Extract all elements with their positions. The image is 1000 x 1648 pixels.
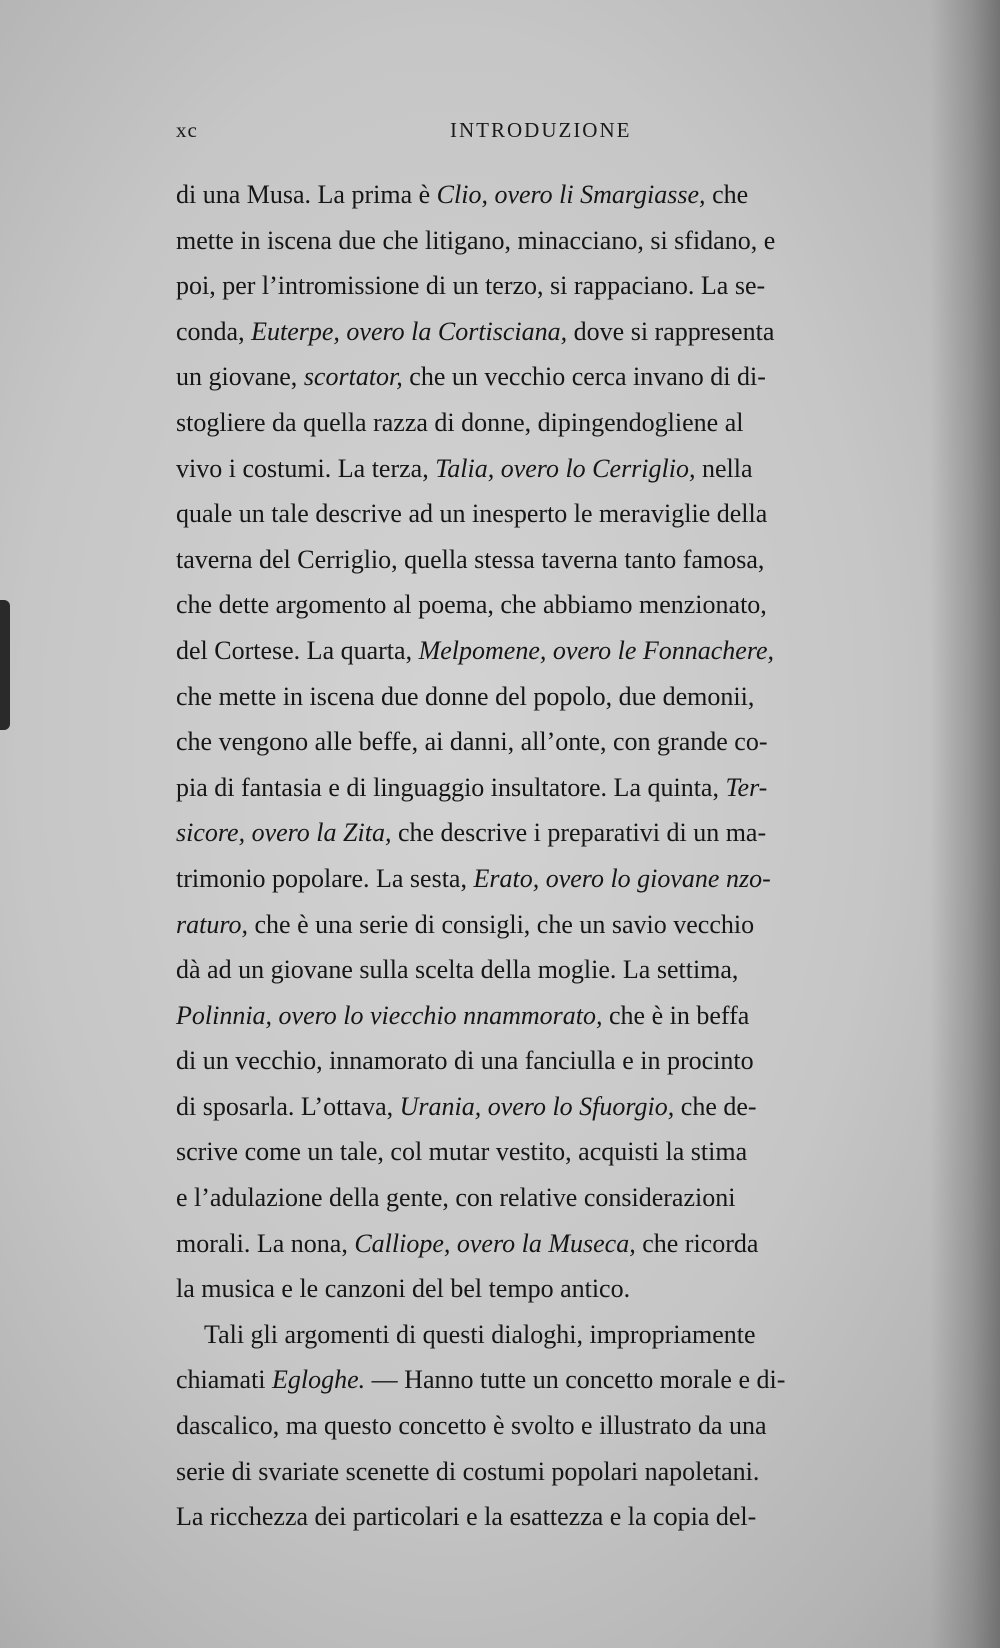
- text-line: [176, 1266, 934, 1312]
- normal-text: che è una serie di consigli, che un savio vecchio: [248, 909, 755, 939]
- italic-text: Calliope, overo la Museca,: [354, 1228, 636, 1258]
- text-line: [176, 674, 934, 720]
- normal-text: che ricorda: [635, 1228, 759, 1258]
- italic-text: Urania, overo lo Sfuorgio,: [399, 1091, 675, 1121]
- normal-text: un giovane,: [176, 362, 304, 392]
- text-line: [176, 810, 934, 856]
- text-line: [176, 902, 934, 948]
- italic-text: Erato, overo lo giovane nzo-: [473, 863, 771, 893]
- normal-text: di sposarla. L’ottava,: [176, 1091, 400, 1121]
- normal-text: poi, per l’intromissione di un terzo, si rappaciano. La se-: [176, 271, 766, 301]
- text-line: [176, 1038, 934, 1084]
- normal-text: la musica e le canzoni del bel tempo antico.: [176, 1274, 631, 1304]
- text-line: [176, 400, 934, 446]
- text-line: [176, 993, 934, 1039]
- normal-text: di un vecchio, innamorato di una fanciulla e in procinto: [176, 1046, 754, 1076]
- normal-text: trimonio popolare. La sesta,: [176, 863, 474, 893]
- italic-text: Ter-: [725, 772, 768, 802]
- text-line: [176, 856, 934, 902]
- normal-text: che è in beffa: [602, 1000, 750, 1030]
- text-line: [176, 1221, 934, 1267]
- text-line: [176, 1084, 934, 1130]
- text-line: [176, 1494, 934, 1540]
- normal-text: — Hanno tutte un concetto morale e di-: [365, 1365, 786, 1395]
- normal-text: conda,: [176, 316, 252, 346]
- normal-text: scrive come un tale, col mutar vestito, acquisti la stima: [176, 1137, 748, 1167]
- normal-text: vivo i costumi. La terza,: [176, 453, 436, 483]
- normal-text: taverna del Cerriglio, quella stessa taverna tanto famosa,: [176, 544, 765, 574]
- text-line: [176, 354, 934, 400]
- text-line: [176, 1403, 934, 1449]
- italic-text: raturo,: [176, 909, 248, 939]
- italic-text: Euterpe, overo la Cortisciana,: [251, 316, 568, 346]
- italic-text: Talia, overo lo Cerriglio,: [435, 453, 696, 483]
- italic-text: Melpomene, overo le Fonnachere,: [418, 635, 775, 665]
- text-line: [176, 628, 934, 674]
- text-line: [176, 1129, 934, 1175]
- italic-text: scortator,: [303, 362, 403, 392]
- italic-text: Egloghe.: [272, 1365, 366, 1395]
- normal-text: dove si rappresenta: [567, 316, 775, 346]
- body-text: [176, 172, 934, 1540]
- normal-text: stogliere da quella razza di donne, dipingendogliene al: [176, 407, 744, 437]
- text-line: [176, 719, 934, 765]
- text-line: [176, 491, 934, 537]
- running-head: INTRODUZIONE: [450, 118, 632, 142]
- normal-text: che un vecchio cerca invano di di-: [402, 362, 766, 392]
- normal-text: dà ad un giovane sulla scelta della moglie. La settima,: [176, 955, 739, 985]
- normal-text: che de-: [674, 1091, 757, 1121]
- italic-text: sicore, overo la Zita,: [176, 818, 392, 848]
- normal-text: quale un tale descrive ad un inesperto le meraviglie della: [176, 499, 768, 529]
- normal-text: che dette argomento al poema, che abbiamo menzionato,: [176, 590, 767, 620]
- normal-text: dascalico, ma questo concetto è svolto e illustrato da una: [176, 1411, 767, 1441]
- normal-text: pia di fantasia e di linguaggio insultatore. La quinta,: [176, 772, 726, 802]
- normal-text: e l’adulazione della gente, con relative considerazioni: [176, 1183, 736, 1213]
- normal-text: che descrive i preparativi di un ma-: [391, 818, 767, 848]
- text-line: [176, 537, 934, 583]
- binding-shadow: [930, 0, 1000, 1648]
- normal-text: che vengono alle beffe, ai danni, all’onte, con grande co-: [176, 727, 768, 757]
- text-line: [176, 765, 934, 811]
- text-line: [176, 1312, 934, 1358]
- text-line: [176, 309, 934, 355]
- text-line: [176, 1357, 934, 1403]
- normal-text: del Cortese. La quarta,: [176, 635, 419, 665]
- text-line: [176, 218, 934, 264]
- normal-text: serie di svariate scenette di costumi popolari napoletani.: [176, 1456, 760, 1486]
- page-edge-shadow: [0, 600, 10, 730]
- text-line: [176, 947, 934, 993]
- normal-text: La ricchezza dei particolari e la esattezza e la copia del-: [176, 1502, 757, 1532]
- normal-text: che mette in iscena due donne del popolo, due demonii,: [176, 681, 755, 711]
- page-header: [176, 118, 676, 158]
- italic-text: Polinnia, overo lo viecchio nnammorato,: [176, 1000, 603, 1030]
- text-line: [176, 446, 934, 492]
- text-line: [176, 172, 934, 218]
- text-line: [176, 582, 934, 628]
- normal-text: mette in iscena due che litigano, minacciano, si sfidano, e: [176, 225, 776, 255]
- normal-text: morali. La nona,: [176, 1228, 355, 1258]
- normal-text: nella: [695, 453, 753, 483]
- normal-text: di una Musa. La prima è: [176, 180, 437, 209]
- text-line: [176, 1175, 934, 1221]
- normal-text: chiamati: [176, 1365, 273, 1395]
- page-number: xc: [176, 118, 198, 142]
- normal-text: che: [705, 180, 749, 209]
- italic-text: Clio, overo li Smargiasse,: [436, 180, 706, 209]
- text-line: [176, 1449, 934, 1495]
- text-line: [176, 263, 934, 309]
- normal-text: Tali gli argomenti di questi dialoghi, impropriamente: [204, 1319, 756, 1349]
